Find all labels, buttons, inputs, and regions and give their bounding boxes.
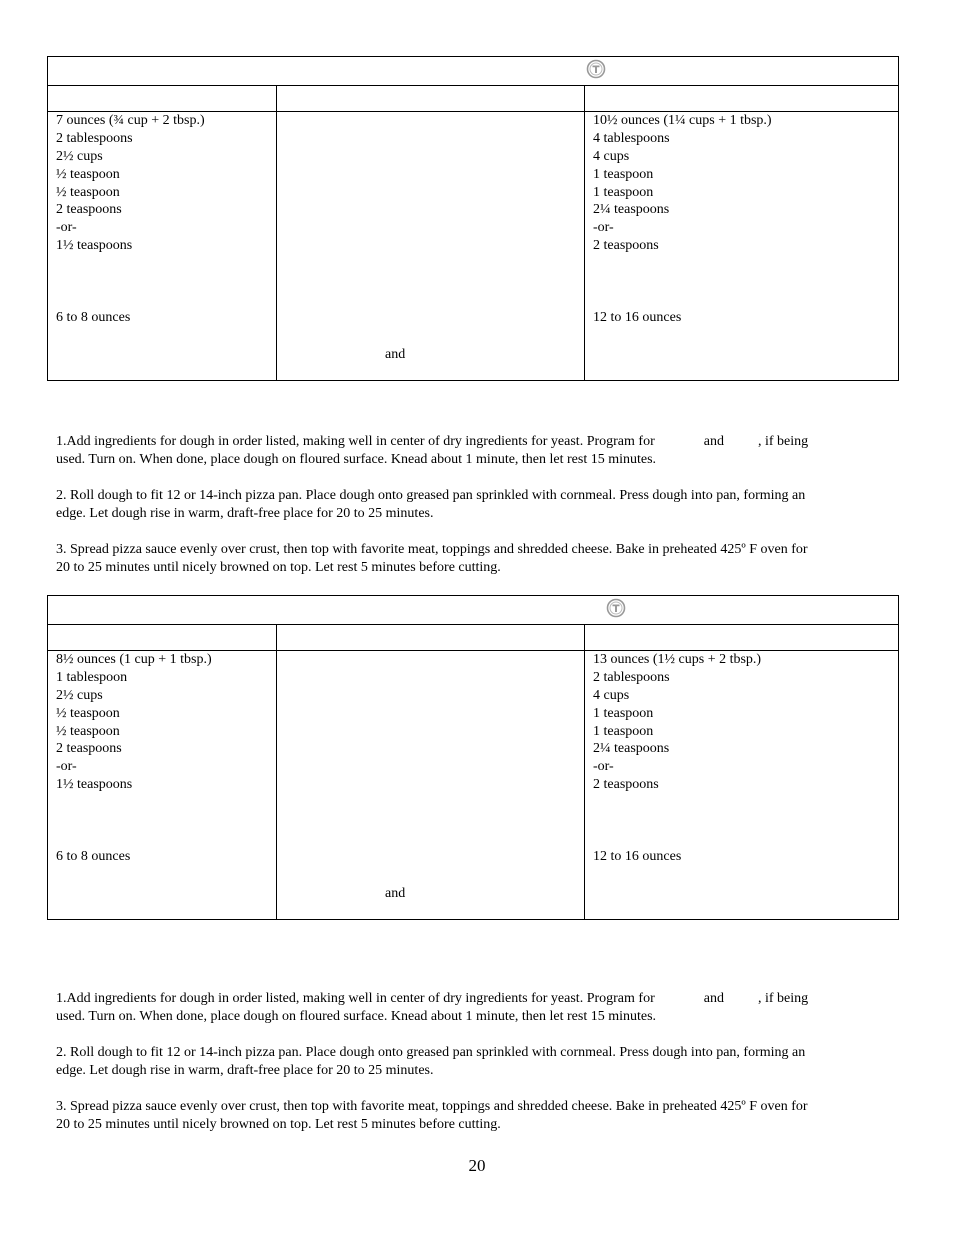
small-size-column (48, 651, 277, 919)
quantity-cell: 1 teaspoon (593, 166, 654, 182)
quantity-cell: 2 teaspoons (593, 238, 659, 254)
quantity-cell: 10½ ounces (1¼ cups + 1 tbsp.) (593, 113, 772, 128)
quantity-cell: -or- (56, 759, 77, 775)
table-title-row (48, 596, 898, 625)
quantity-cell: 1½ teaspoons (56, 238, 133, 254)
quantity-cell: 1 teaspoon (593, 184, 654, 200)
table-title-row (48, 57, 898, 86)
small-size-column (48, 112, 277, 380)
quantity-cell: 2 tablespoons (593, 669, 670, 685)
large-size-column (585, 651, 898, 919)
instruction-step-1: 1.Add ingredients for dough in order listed, making well in center of dry ingredients for yeast. Program for and , if being used. Turn on. When done, place dough on floured surface. Knead about 1 minute, then let rest 15 minutes. (56, 434, 809, 467)
and-text: and (385, 347, 406, 362)
filling-quantity: 12 to 16 ounces (593, 310, 682, 325)
table-header-row (48, 625, 898, 651)
quantity-cell: 2 teaspoons (56, 202, 122, 218)
quantity-cell: 1 teaspoon (593, 723, 654, 739)
instruction-step-2: 2. Roll dough to fit 12 or 14-inch pizza pan. Place dough onto greased pan sprinkled with cornmeal. Press dough into pan, forming an edge. Let dough rise in warm, draft-free place for 20 to 25 minutes. (56, 488, 806, 521)
filling-quantity: 6 to 8 ounces (56, 849, 131, 864)
quantity-cell: ½ teaspoon (56, 166, 120, 182)
quantity-cell: 8½ ounces (1 cup + 1 tbsp.) (56, 652, 212, 667)
ingredient-column (277, 112, 585, 380)
quantity-cell: 4 tablespoons (593, 130, 670, 146)
and-text: and (385, 886, 406, 901)
quantity-cell: 2 teaspoons (56, 741, 122, 757)
quantity-cell: 13 ounces (1½ cups + 2 tbsp.) (593, 652, 762, 667)
toastmaster-t-icon (606, 598, 626, 618)
instruction-step-3: 3. Spread pizza sauce evenly over crust, then top with favorite meat, toppings and shredded cheese. Bake in preheated 425º F oven for 20 to 25 minutes until nicely browned on top. Let rest 5 minutes before cutting. (56, 542, 808, 575)
quantity-cell: 2 tablespoons (56, 130, 133, 146)
quantity-cell: -or- (593, 220, 614, 236)
instruction-step-2: 2. Roll dough to fit 12 or 14-inch pizza pan. Place dough onto greased pan sprinkled with cornmeal. Press dough into pan, forming an edge. Let dough rise in warm, draft-free place for 20 to 25 minutes. (56, 1045, 806, 1078)
quantity-cell: ½ teaspoon (56, 723, 120, 739)
recipe-table-2 (47, 595, 899, 920)
quantity-cell: 7 ounces (¾ cup + 2 tbsp.) (56, 113, 205, 128)
quantity-cell: 1 tablespoon (56, 669, 128, 685)
quantity-cell: 2¼ teaspoons (593, 202, 670, 218)
table-header-row (48, 86, 898, 112)
quantity-cell: 4 cups (593, 148, 630, 164)
quantity-cell: 4 cups (593, 687, 630, 703)
table-body-row (48, 112, 898, 380)
table-body-row (48, 651, 898, 919)
instruction-step-1: 1.Add ingredients for dough in order listed, making well in center of dry ingredients for yeast. Program for and , if being used. Turn on. When done, place dough on floured surface. Knead about 1 minute, then let rest 15 minutes. (56, 991, 809, 1024)
page-number: 20 (468, 1156, 486, 1175)
quantity-cell: 2½ cups (56, 148, 103, 164)
quantity-cell: 2 teaspoons (593, 777, 659, 793)
ingredient-column (277, 651, 585, 919)
quantity-cell: -or- (593, 759, 614, 775)
filling-quantity: 6 to 8 ounces (56, 310, 131, 325)
quantity-cell: 2¼ teaspoons (593, 741, 670, 757)
quantity-cell: -or- (56, 220, 77, 236)
quantity-cell: 2½ cups (56, 687, 103, 703)
toastmaster-t-icon (586, 59, 606, 79)
quantity-cell: 1 teaspoon (593, 705, 654, 721)
quantity-cell: ½ teaspoon (56, 705, 120, 721)
large-size-column (585, 112, 898, 380)
filling-quantity: 12 to 16 ounces (593, 849, 682, 864)
quantity-cell: ½ teaspoon (56, 184, 120, 200)
recipe-table-1 (47, 56, 899, 381)
quantity-cell: 1½ teaspoons (56, 777, 133, 793)
instruction-step-3: 3. Spread pizza sauce evenly over crust, then top with favorite meat, toppings and shredded cheese. Bake in preheated 425º F oven for 20 to 25 minutes until nicely browned on top. Let rest 5 minutes before cutting. (56, 1099, 808, 1132)
